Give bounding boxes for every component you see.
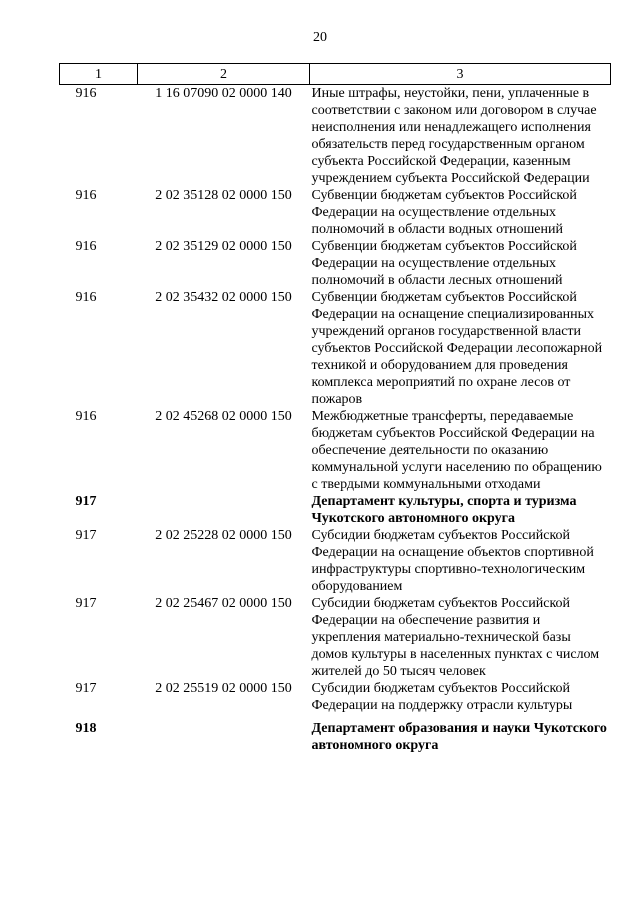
table-row — [60, 527, 611, 595]
administrator-code-cell: 917 — [75, 596, 97, 611]
revenue-name-cell: Иные штрафы, неустойки, пени, уплаченные в соответствии с законом или договором в случае неисполнения или ненадлежащего исполнения обязательств перед государственным органом субъекта Российской Федерации, казенным учреждением субъекта Российской Федерации — [311, 86, 597, 186]
revenue-name-cell: Департамент культуры, спорта и туризма Чукотского автономного округа — [311, 494, 577, 526]
budget-classification-code-cell — [138, 493, 310, 527]
header-column-1: 1 — [60, 64, 138, 85]
administrator-code-cell: 916 — [75, 409, 97, 424]
budget-classification-code-cell: 2 02 35129 02 0000 150 — [155, 239, 292, 254]
table-body — [60, 85, 611, 755]
revenue-name-cell: Департамент образования и науки Чукотского автономного округа — [311, 721, 607, 753]
administrator-code-cell: 917 — [75, 681, 97, 696]
revenue-name-cell: Субсидии бюджетам субъектов Российской Федерации на оснащение объектов спортивной инфраструктуры спортивно-технологическим оборудованием — [311, 528, 594, 594]
budget-classification-code-cell: 2 02 25467 02 0000 150 — [155, 596, 292, 611]
budget-classification-code-cell: 2 02 35128 02 0000 150 — [155, 188, 292, 203]
budget-classification-code-cell: 2 02 25519 02 0000 150 — [155, 681, 292, 696]
revenue-name-cell: Субвенции бюджетам субъектов Российской Федерации на осуществление отдельных полномочий в области лесных отношений — [311, 239, 577, 288]
administrator-code-cell: 917 — [75, 494, 97, 509]
table-row — [60, 408, 611, 493]
revenue-name-cell: Субсидии бюджетам субъектов Российской Федерации на обеспечение развития и укрепления материально-технической базы домов культуры в населенных пунктах с числом жителей до 50 тысяч человек — [311, 596, 600, 679]
table-row — [60, 680, 611, 714]
administrator-code-cell: 916 — [75, 290, 97, 305]
section-heading-row — [60, 714, 611, 754]
page-number: 20 — [313, 30, 327, 45]
table-row — [60, 85, 611, 188]
administrator-code-cell: 918 — [75, 721, 97, 736]
table-row — [60, 238, 611, 289]
budget-classification-code-cell: 2 02 35432 02 0000 150 — [155, 290, 292, 305]
revenue-name-cell: Субвенции бюджетам субъектов Российской Федерации на оснащение специализированных учреждений органов государственной власти субъектов Российской Федерации лесопожарной техникой и оборудованием для проведения комплекса мероприятий по охране лесов от пожаров — [311, 290, 603, 407]
table-row — [60, 187, 611, 238]
budget-classification-code-cell: 2 02 45268 02 0000 150 — [155, 409, 292, 424]
table-row — [60, 595, 611, 680]
administrator-code-cell: 916 — [75, 239, 97, 254]
revenue-name-cell: Субвенции бюджетам субъектов Российской Федерации на осуществление отдельных полномочий в области водных отношений — [311, 188, 577, 237]
budget-classification-code-cell — [138, 714, 310, 754]
revenue-name-cell: Субсидии бюджетам субъектов Российской Федерации на поддержку отрасли культуры — [311, 681, 573, 713]
revenue-codes-table — [59, 63, 611, 754]
revenue-name-cell: Межбюджетные трансферты, передаваемые бюджетам субъектов Российской Федерации на обеспечение деятельности по оказанию коммунальной услуги населению по обращению с твердыми коммунальными отходами — [311, 409, 602, 492]
table-row — [60, 289, 611, 408]
header-column-3: 3 — [310, 64, 611, 85]
administrator-code-cell: 917 — [75, 528, 97, 543]
header-column-2: 2 — [138, 64, 310, 85]
table-header — [60, 64, 611, 85]
administrator-code-cell: 916 — [75, 86, 97, 101]
budget-classification-code-cell: 1 16 07090 02 0000 140 — [155, 86, 292, 101]
administrator-code-cell: 916 — [75, 188, 97, 203]
table-header-row — [60, 64, 611, 85]
section-heading-row — [60, 493, 611, 527]
budget-classification-code-cell: 2 02 25228 02 0000 150 — [155, 528, 292, 543]
